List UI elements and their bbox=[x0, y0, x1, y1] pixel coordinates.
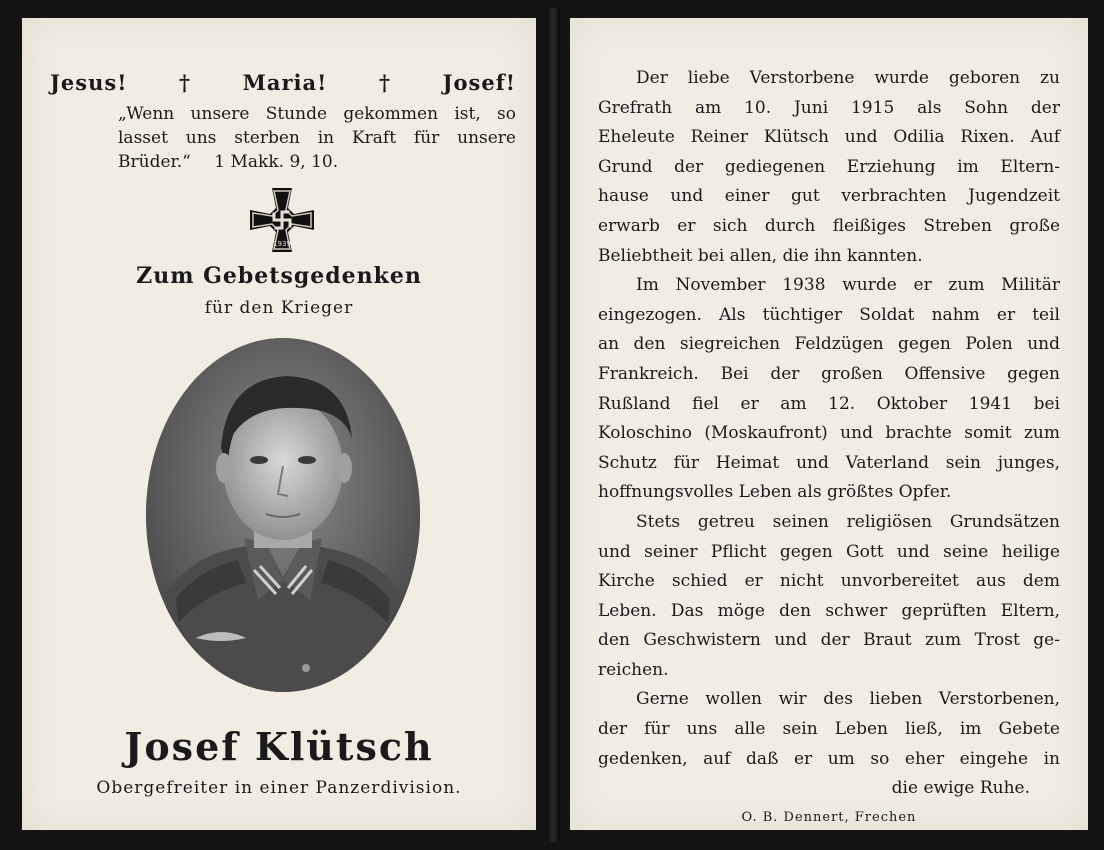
quote-line-3 bbox=[118, 150, 516, 174]
iron-cross-year: 1939 bbox=[273, 240, 291, 248]
iron-cross-icon bbox=[246, 184, 318, 256]
quote-line-2: lasset uns sterben in Kraft für unsere bbox=[118, 128, 516, 148]
biography-line: Gerne wollen wir des lieben Verstorbenen, bbox=[636, 689, 1060, 710]
biography-line: Stets getreu seinen religiösen Grundsätzen bbox=[636, 511, 1060, 532]
quote-line-1: „Wenn unsere Stunde gekommen ist, so bbox=[118, 104, 516, 124]
card-fold bbox=[546, 8, 560, 842]
biography-line: gedenken, auf daß er um so eher eingehe in bbox=[598, 748, 1060, 769]
biography-line: Rußland fiel er am 12. Oktober 1941 bei bbox=[598, 393, 1060, 414]
biography-line: Kirche schied er nicht unvorbereitet aus dem bbox=[598, 571, 1060, 592]
biography-line: die ewige Ruhe. bbox=[891, 778, 1030, 799]
invocation-jesus: Jesus! bbox=[50, 70, 128, 95]
biography-line: Koloschino (Moskaufront) und brachte somit zum bbox=[598, 423, 1060, 444]
invocation-line bbox=[50, 70, 516, 95]
invocation-cross-2: † bbox=[378, 70, 391, 95]
biography-line: Frankreich. Bei der großen Offensive gegen bbox=[598, 363, 1060, 384]
biography-line: Beliebtheit bei allen, die ihn kannten. bbox=[598, 245, 923, 266]
biography-line: an den siegreichen Feldzügen gegen Polen und bbox=[598, 334, 1060, 355]
biography-line: hoffnungsvolles Leben als größtes Opfer. bbox=[598, 482, 952, 503]
deceased-rank: Obergefreiter in einer Panzerdivision. bbox=[96, 778, 462, 798]
quote-line-3-text: Brüder.“ bbox=[118, 152, 191, 172]
quote-reference: 1 Makk. 9, 10. bbox=[214, 152, 339, 172]
invocation-maria: Maria! bbox=[242, 70, 328, 95]
biography-line: Grund der gediegenen Erziehung im Eltern- bbox=[598, 156, 1060, 177]
biography-line: hause und einer gut verbrachten Jugendzeit bbox=[598, 186, 1060, 207]
biography-line: der für uns alle sein Leben ließ, im Gebete bbox=[598, 719, 1060, 740]
memorial-subtitle: für den Krieger bbox=[204, 298, 354, 318]
biography-text bbox=[598, 64, 1060, 804]
biography-line: Schutz für Heimat und Vaterland sein junges, bbox=[598, 452, 1060, 473]
soldier-portrait bbox=[146, 338, 420, 692]
biography-line: Im November 1938 wurde er zum Militär bbox=[636, 275, 1060, 296]
biography-line: erwarb er sich durch fleißiges Streben große bbox=[598, 215, 1060, 236]
right-card-panel bbox=[570, 18, 1088, 830]
printer-credit: O. B. Dennert, Frechen bbox=[741, 810, 917, 825]
biography-line: Grefrath am 10. Juni 1915 als Sohn der bbox=[598, 97, 1060, 118]
invocation-josef: Josef! bbox=[442, 70, 516, 95]
bible-quote bbox=[118, 102, 516, 174]
memorial-title: Zum Gebetsgedenken bbox=[136, 263, 422, 289]
biography-line: reichen. bbox=[598, 659, 669, 680]
deceased-name: Josef Klütsch bbox=[124, 724, 434, 769]
biography-line: Leben. Das möge den schwer geprüften Eltern, bbox=[598, 600, 1060, 621]
biography-line: und seiner Pflicht gegen Gott und seine heilige bbox=[598, 541, 1060, 562]
invocation-cross-1: † bbox=[179, 70, 192, 95]
biography-line: den Geschwistern und der Braut zum Trost ge- bbox=[598, 630, 1060, 651]
biography-line: Eheleute Reiner Klütsch und Odilia Rixen. Auf bbox=[598, 127, 1060, 148]
biography-line: Der liebe Verstorbene wurde geboren zu bbox=[636, 68, 1060, 88]
left-card-panel bbox=[22, 18, 536, 830]
biography-line: eingezogen. Als tüchtiger Soldat nahm er teil bbox=[598, 304, 1060, 325]
